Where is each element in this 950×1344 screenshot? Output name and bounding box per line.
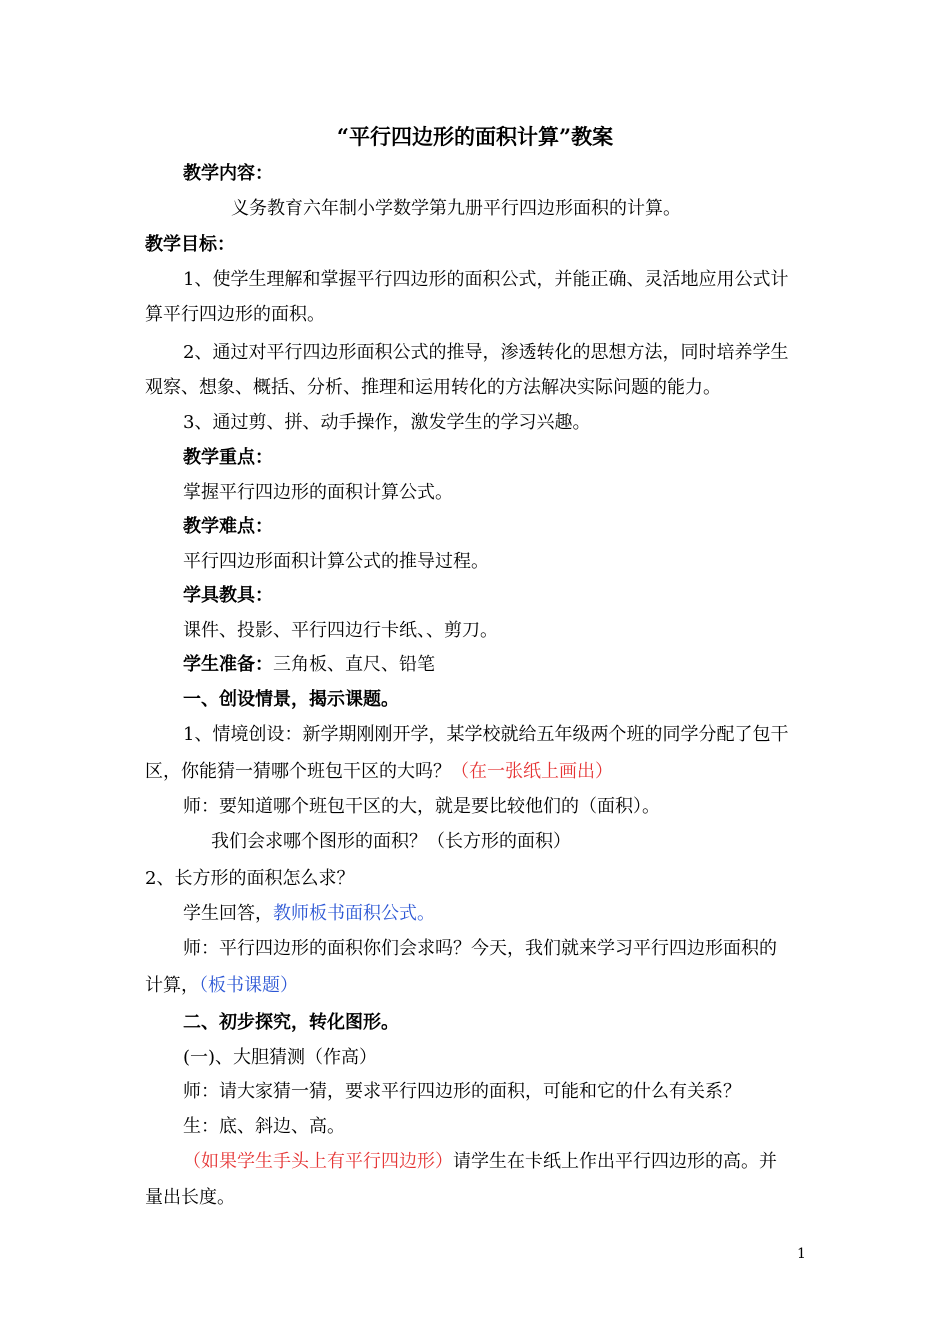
key-point-text: 掌握平行四边形的面积计算公式。 [183,482,453,503]
page-number: 1 [797,1246,806,1262]
goal-1-line-2: 算平行四边形的面积。 [145,304,325,325]
section-1-para-1-line-1: 1、情境创设：新学期刚刚开学，某学校就给五年级两个班的同学分配了包干 [183,724,789,745]
red-note-draw-on-paper: （在一张纸上画出） [451,761,613,782]
student-answer-line [183,901,950,927]
student-answer-text: 学生回答， [183,903,273,924]
tools-text: 课件、投影、平行四边行卡纸、、剪刀。 [183,620,498,641]
key-point-heading: 教学重点： [183,447,273,468]
student-prep [183,652,950,678]
teacher-line-2-part-1: 师：平行四边形的面积你们会求吗？今天，我们就来学习平行四边形面积的 [183,938,777,959]
difficulty-heading: 教学难点： [183,516,273,537]
student-prep-text: 三角板、直尺、铅笔 [273,654,435,675]
goals-heading: 教学目标： [145,234,235,255]
student-prep-heading: 学生准备： [183,654,273,675]
goal-1-line-1: 1、使学生理解和掌握平行四边形的面积公式，并能正确、灵活地应用公式计 [183,269,789,290]
section-1-heading: 一、创设情景，揭示课题。 [183,689,399,710]
content-text: 义务教育六年制小学数学第九册平行四边形面积的计算。 [231,198,681,219]
question-line: 我们会求哪个图形的面积？（长方形的面积） [211,831,571,852]
goal-3: 3、通过剪、拼、动手操作，激发学生的学习兴趣。 [183,412,591,433]
section-2-student: 生：底、斜边、高。 [183,1116,345,1137]
blue-note-title: （板书课题） [199,975,298,996]
section-2-teacher: 师：请大家猜一猜，要求平行四边形的面积，可能和它的什么有关系？ [183,1081,741,1102]
teacher-line-2-part-2-text: 计算， [145,975,199,996]
blue-note-formula: 教师板书面积公式。 [273,903,435,924]
goal-2-line-2: 观察、想象、概括、分析、推理和运用转化的方法解决实际问题的能力。 [145,377,721,398]
section-1-para-2: 2、长方形的面积怎么求？ [145,868,355,889]
document-title: “平行四边形的面积计算”教案 [336,124,614,149]
teacher-line-1: 师：要知道哪个班包干区的大，就是要比较他们的（面积）。 [183,796,660,817]
section-2-instruction-line-1 [183,1149,950,1175]
content-heading: 教学内容： [183,163,273,184]
section-1-para-1-line-2 [145,759,950,785]
red-note-parallelogram: （如果学生手头上有平行四边形） [183,1151,453,1172]
section-2-instruction-line-2: 量出长度。 [145,1187,235,1208]
section-1-para-1-line-2-text: 区，你能猜一猜哪个班包干区的大吗？ [145,761,451,782]
section-2-heading: 二、初步探究，转化图形。 [183,1012,399,1033]
difficulty-text: 平行四边形面积计算公式的推导过程。 [183,551,489,572]
goal-2-line-1: 2、通过对平行四边形面积公式的推导，渗透转化的思想方法，同时培养学生 [183,342,789,363]
teacher-line-2-part-2 [145,973,950,999]
section-2-sub-1: (一)、大胆猜测（作高） [183,1047,378,1068]
tools-heading: 学具教具： [183,585,273,606]
section-2-instruction-text: 请学生在卡纸上作出平行四边形的高。并 [453,1151,777,1172]
